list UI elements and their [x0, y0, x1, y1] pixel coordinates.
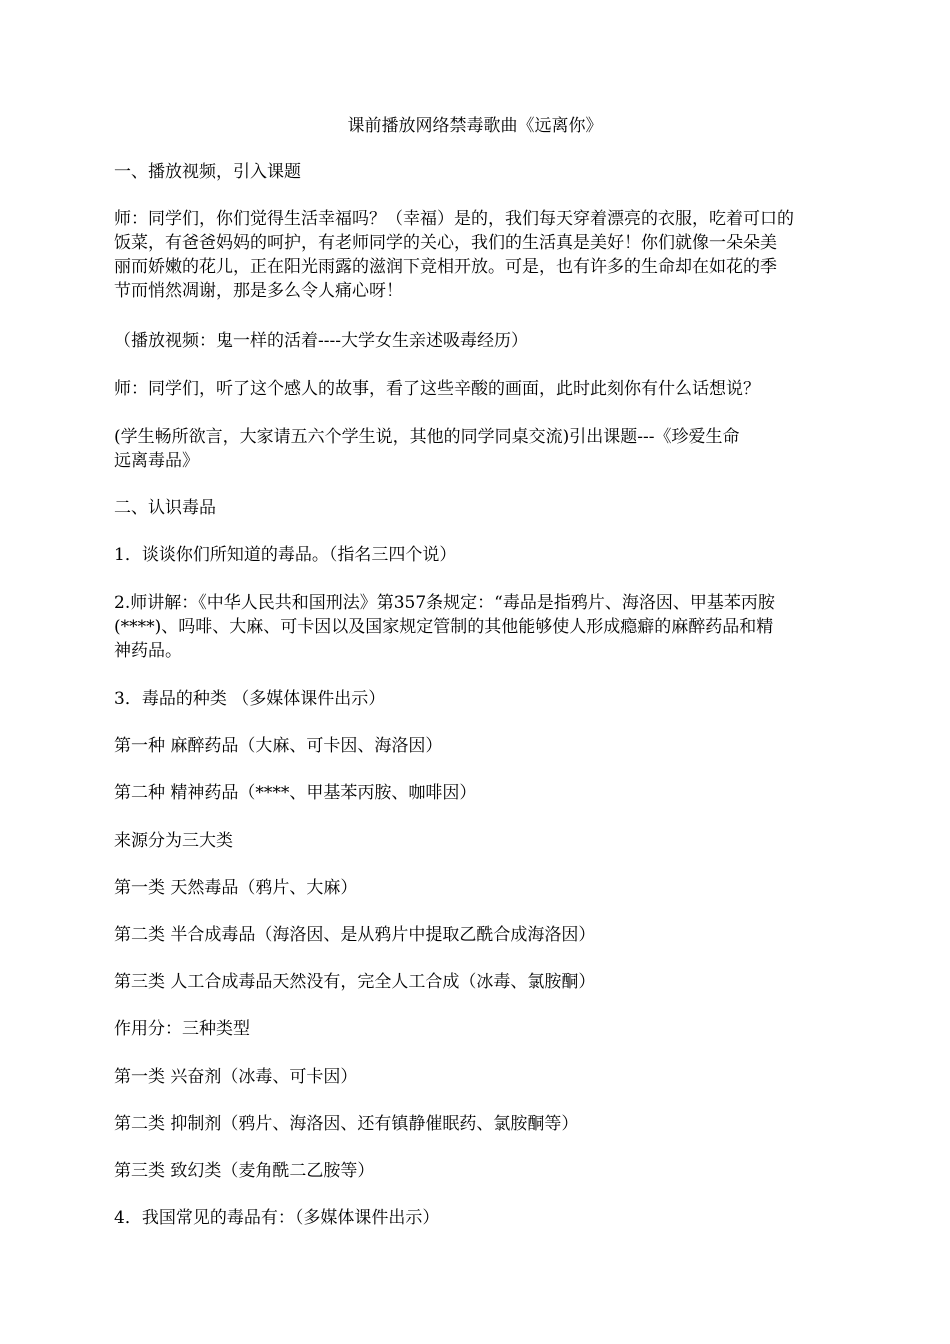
- paragraph-play-video: [114, 329, 850, 353]
- text-line: 3．毒品的种类 （多媒体课件出示）: [114, 689, 386, 709]
- text-line: 第一类 兴奋剂（冰毒、可卡因）: [114, 1067, 358, 1087]
- paragraph-item-4: [114, 1206, 850, 1230]
- paragraph-teacher-intro: [114, 207, 850, 303]
- text-line: 第一类 天然毒品（鸦片、大麻）: [114, 878, 358, 898]
- text-line: 神药品。: [114, 641, 182, 661]
- text-line: 1．谈谈你们所知道的毒品。（指名三四个说）: [114, 545, 457, 565]
- text-line: （播放视频：鬼一样的活着----大学女生亲述吸毒经历）: [114, 331, 528, 351]
- text-line: 第三类 致幻类（麦角酰二乙胺等）: [114, 1161, 375, 1181]
- text-line: 节而悄然凋谢，那是多么令人痛心呀！: [114, 281, 403, 301]
- text-line: 2.师讲解：《中华人民共和国刑法》第357条规定：“毒品是指鸦片、海洛因、甲基苯丙胺: [114, 593, 775, 613]
- paragraph-effect-3: [114, 1159, 850, 1183]
- paragraph-source-heading: [114, 829, 850, 853]
- paragraph-effect-2: [114, 1112, 850, 1136]
- paragraph-source-1: [114, 876, 850, 900]
- text-line: 第二类 半合成毒品（海洛因、是从鸦片中提取乙酰合成海洛因）: [114, 925, 596, 945]
- text-line: 第三类 人工合成毒品天然没有，完全人工合成（冰毒、氯胺酮）: [114, 972, 596, 992]
- paragraph-effect-heading: [114, 1017, 850, 1041]
- section-heading-intro: [114, 160, 850, 184]
- text-line: 第二类 抑制剂（鸦片、海洛因、还有镇静催眠药、氯胺酮等）: [114, 1114, 579, 1134]
- text-line: 师：同学们，听了这个感人的故事，看了这些辛酸的画面，此时此刻你有什么话想说？: [114, 379, 760, 399]
- paragraph-student-discussion: [114, 425, 850, 473]
- text-line: 4．我国常见的毒品有：（多媒体课件出示）: [114, 1208, 440, 1228]
- section-heading-know-drugs: [114, 496, 850, 520]
- paragraph-source-3: [114, 970, 850, 994]
- paragraph-type-1: [114, 734, 850, 758]
- text-line: 二、认识毒品: [114, 498, 216, 518]
- paragraph-item-3: [114, 687, 850, 711]
- paragraph-type-2: [114, 781, 850, 805]
- document-title: 课前播放网络禁毒歌曲《远离你》: [347, 116, 603, 136]
- text-line: 第一种 麻醉药品（大麻、可卡因、海洛因）: [114, 736, 443, 756]
- paragraph-item-1: [114, 543, 850, 567]
- text-line: (学生畅所欲言，大家请五六个学生说，其他的同学同桌交流)引出课题---《珍爱生命: [114, 427, 740, 447]
- text-line: 一、播放视频，引入课题: [114, 162, 301, 182]
- paragraph-teacher-question: [114, 377, 850, 401]
- text-line: 作用分：三种类型: [114, 1019, 250, 1039]
- text-line: 师：同学们，你们觉得生活幸福吗？（幸福）是的，我们每天穿着漂亮的衣服，吃着可口的: [114, 209, 794, 229]
- text-line: 来源分为三大类: [114, 831, 233, 851]
- text-line: 丽而娇嫩的花儿，正在阳光雨露的滋润下竞相开放。可是，也有许多的生命却在如花的季: [114, 257, 777, 277]
- paragraph-source-2: [114, 923, 850, 947]
- text-line: (****)、吗啡、大麻、可卡因以及国家规定管制的其他能够使人形成瘾癖的麻醉药品和精: [114, 617, 774, 637]
- paragraph-effect-1: [114, 1065, 850, 1089]
- text-line: 饭菜，有爸爸妈妈的呵护，有老师同学的关心，我们的生活真是美好！你们就像一朵朵美: [114, 233, 777, 253]
- text-line: 远离毒品》: [114, 451, 199, 471]
- paragraph-item-2: [114, 591, 850, 663]
- text-line: 第二种 精神药品（****、甲基苯丙胺、咖啡因）: [114, 783, 477, 803]
